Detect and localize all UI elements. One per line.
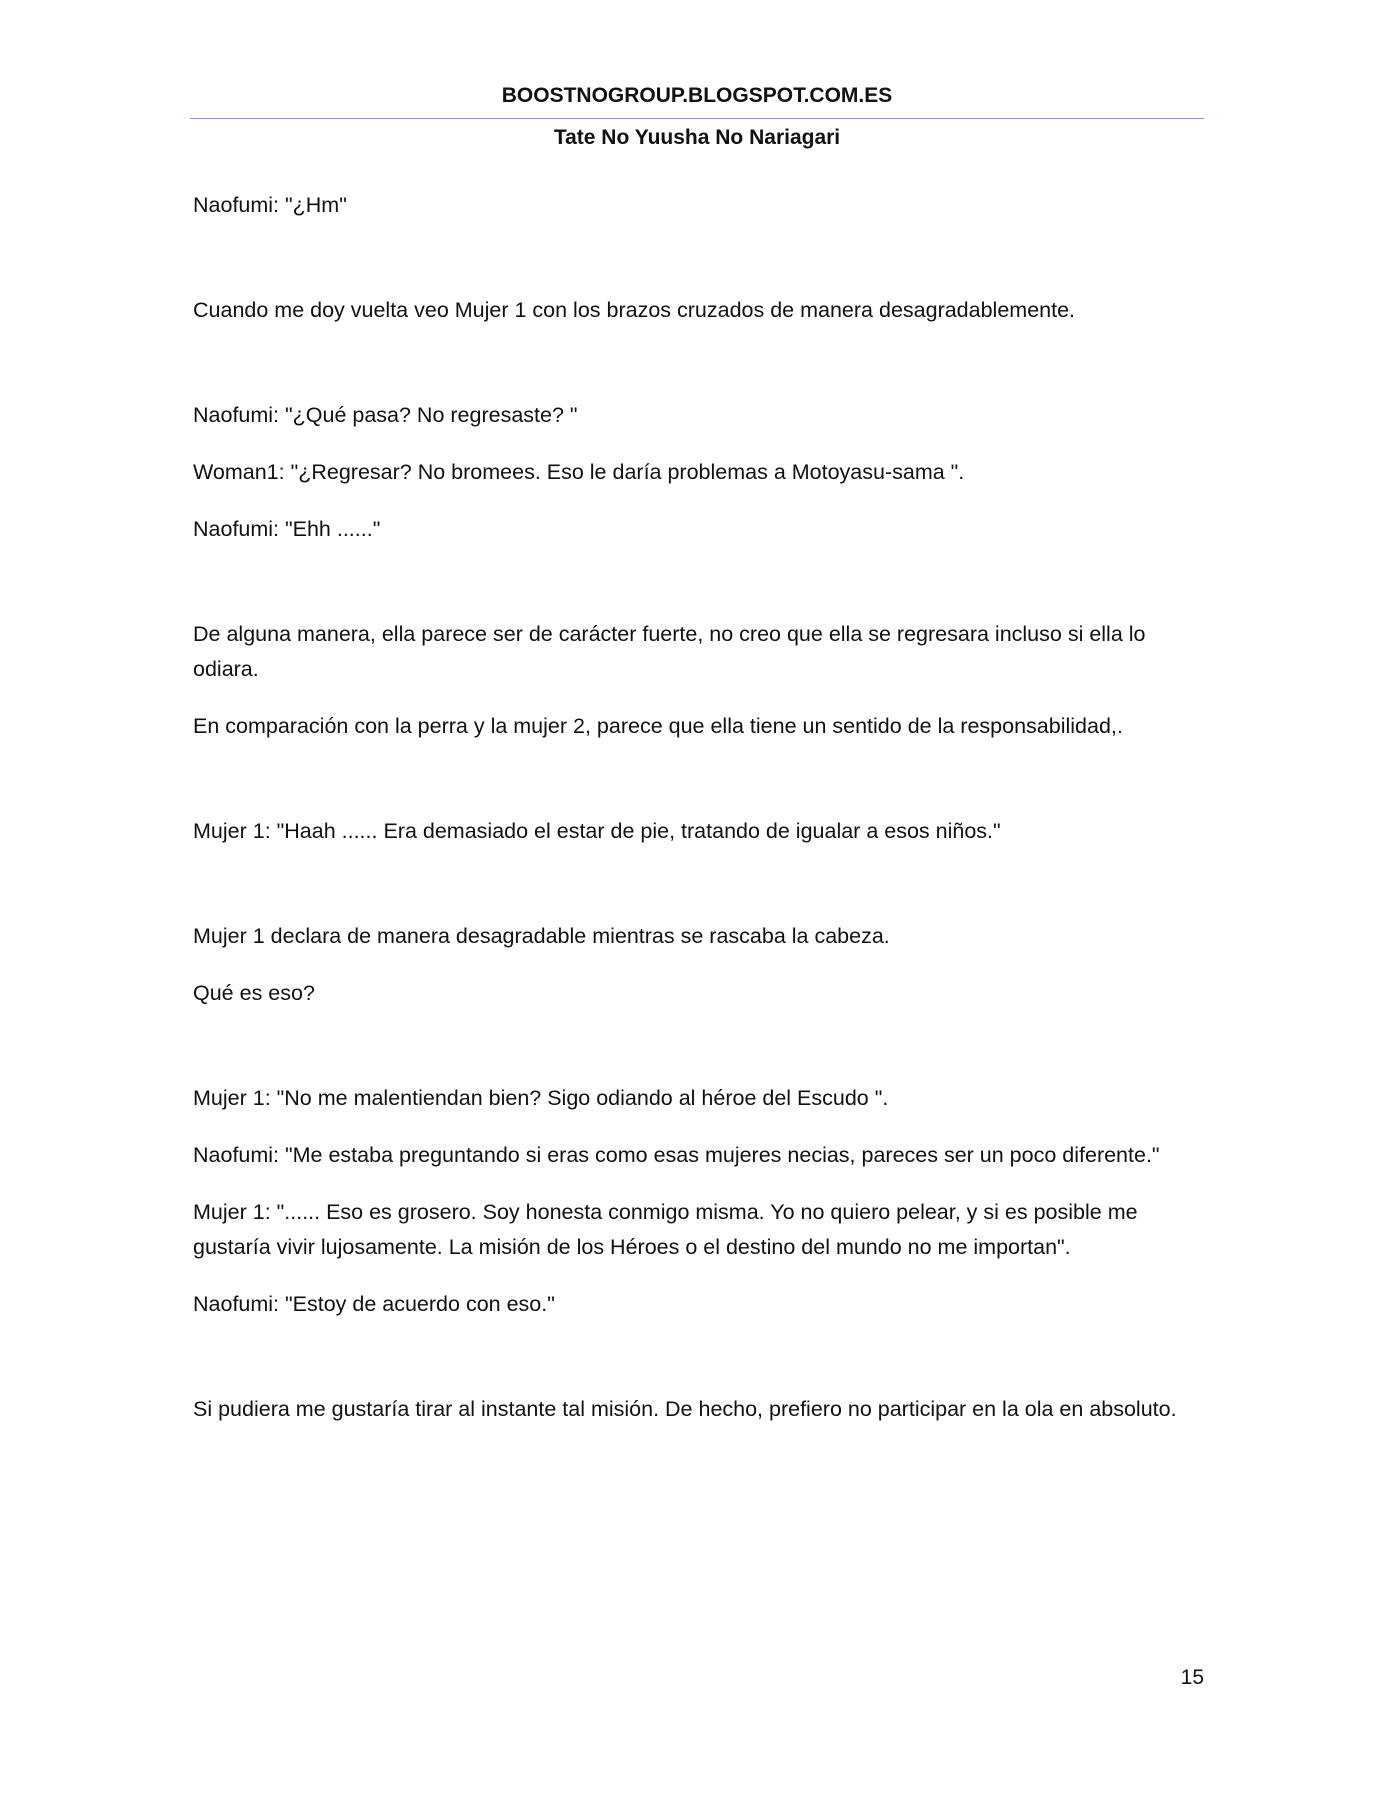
header-divider xyxy=(190,118,1204,119)
paragraph: Naofumi: "Estoy de acuerdo con eso." xyxy=(193,1292,555,1316)
paragraph: Naofumi: "¿Qué pasa? No regresaste? " xyxy=(193,403,578,427)
paragraph: Mujer 1 declara de manera desagradable mientras se rascaba la cabeza. xyxy=(193,924,890,948)
paragraph: Mujer 1: "No me malentiendan bien? Sigo odiando al héroe del Escudo ". xyxy=(193,1086,889,1110)
paragraph: Mujer 1: "Haah ...... Era demasiado el estar de pie, tratando de igualar a esos niños." xyxy=(193,819,1001,843)
paragraph: Cuando me doy vuelta veo Mujer 1 con los brazos cruzados de manera desagradablemente. xyxy=(193,298,1076,322)
page-number: 15 xyxy=(1180,1666,1204,1689)
paragraph: Naofumi: "Ehh ......" xyxy=(193,517,381,541)
paragraph: De alguna manera, ella parece ser de carácter fuerte, no creo que ella se regresara incluso si ella lo odiara. xyxy=(193,622,1146,681)
header-book-title: Tate No Yuusha No Nariagari xyxy=(553,126,841,149)
body-text xyxy=(193,188,1205,1427)
header-site-url: BOOSTNOGROUP.BLOGSPOT.COM.ES xyxy=(501,84,893,107)
paragraph: Woman1: "¿Regresar? No bromees. Eso le daría problemas a Motoyasu-sama ". xyxy=(193,460,965,484)
paragraph: Mujer 1: "...... Eso es grosero. Soy honesta conmigo misma. Yo no quiero pelear, y si es posible me gustaría vivir lujosamente. La misión de los Héroes o el destino del mundo no me importan". xyxy=(193,1200,1138,1259)
paragraph: Naofumi: "¿Hm" xyxy=(193,193,347,217)
paragraph: Naofumi: "Me estaba preguntando si eras como esas mujeres necias, pareces ser un poco diferente." xyxy=(193,1143,1160,1167)
paragraph: En comparación con la perra y la mujer 2, parece que ella tiene un sentido de la responsabilidad,. xyxy=(193,714,1123,738)
paragraph: Si pudiera me gustaría tirar al instante tal misión. De hecho, prefiero no participar en la ola en absoluto. xyxy=(193,1397,1177,1421)
paragraph: Qué es eso? xyxy=(193,981,315,1005)
